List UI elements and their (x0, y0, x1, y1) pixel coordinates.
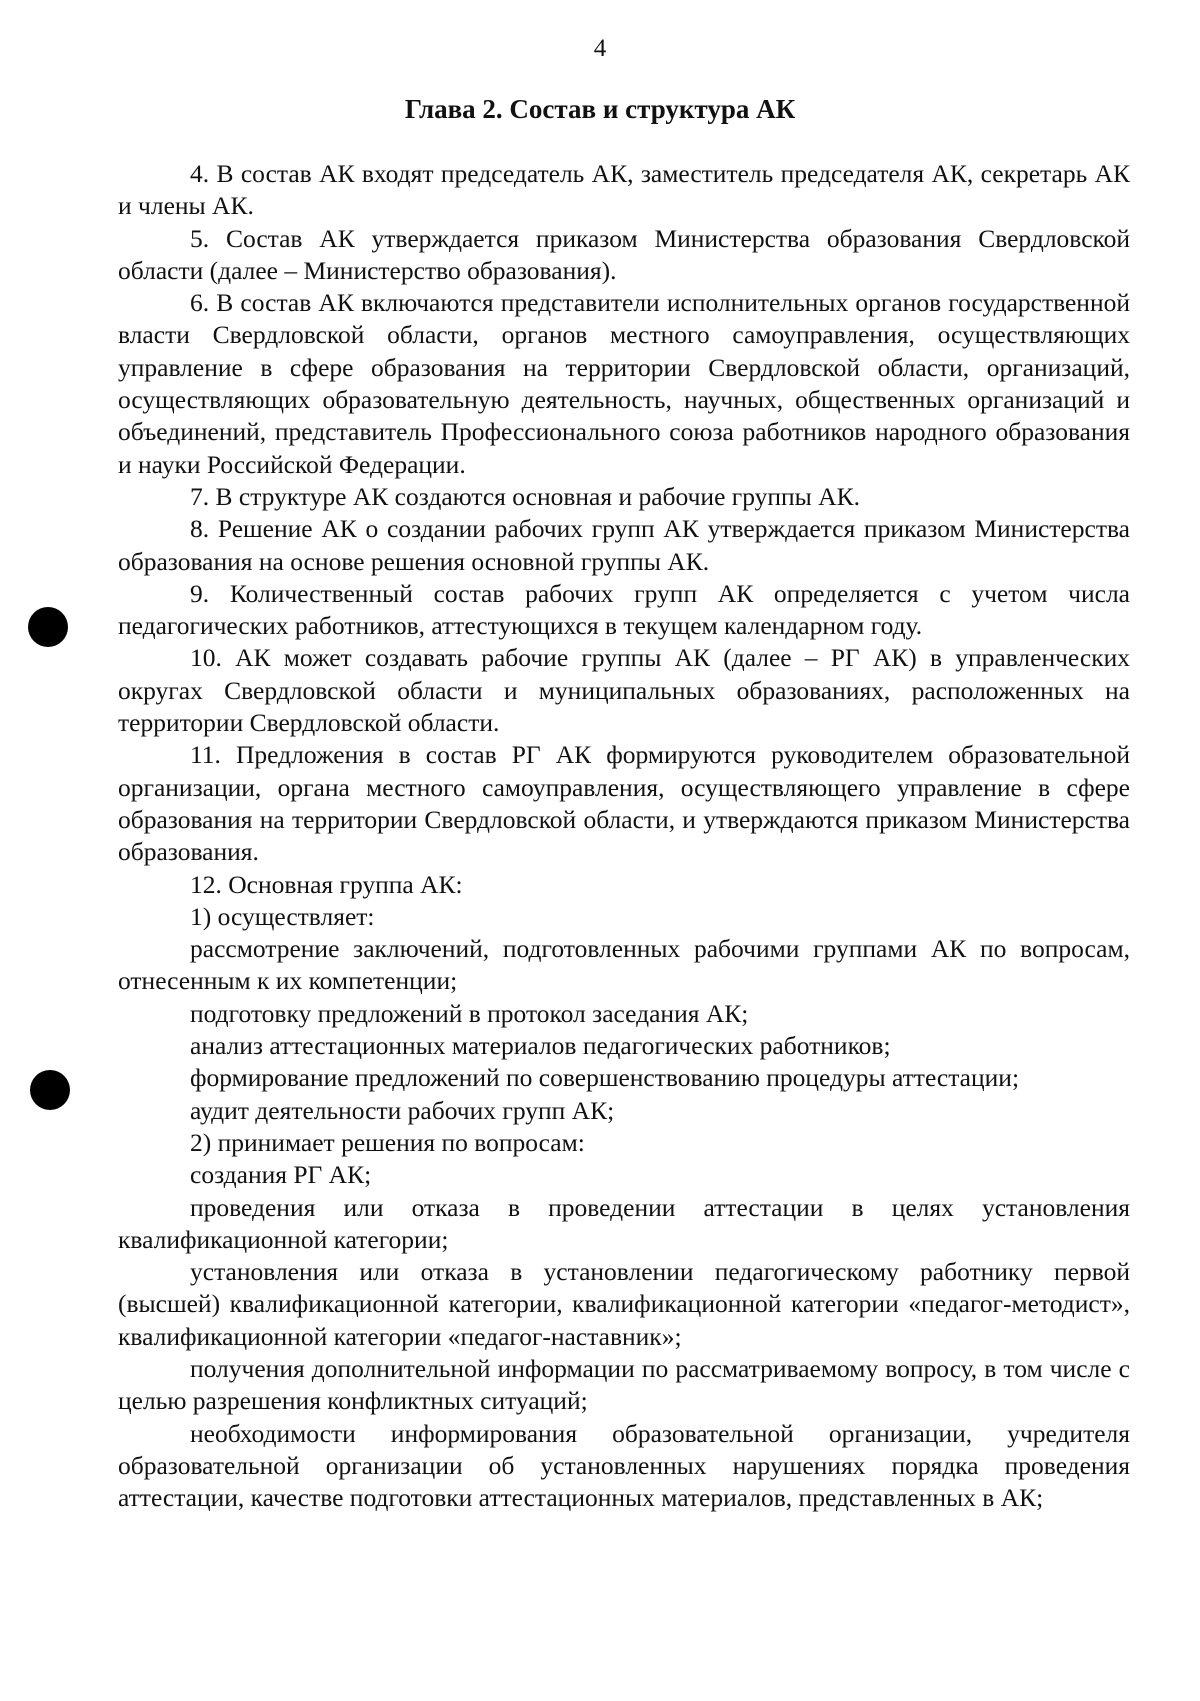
list-item-1: 1) осуществляет: (190, 901, 375, 931)
chapter-title: Глава 2. Состав и структура АК (404, 94, 796, 124)
document-body (118, 158, 1130, 1514)
punch-hole-mark (28, 607, 68, 647)
list-item-1c: анализ аттестационных материалов педагогических работников; (190, 1031, 891, 1061)
paragraph-9: 9. Количественный состав рабочих групп АК определяется с учетом числа педагогических работников, аттестующихся в текущем календарном году. (118, 578, 1130, 641)
paragraph-10: 10. АК может создавать рабочие группы АК (далее – РГ АК) в управленческих округах Свердловской области и муниципальных образованиях, расположенных на территории Свердловской области. (118, 643, 1130, 738)
paragraph-11: 11. Предложения в состав РГ АК формируются руководителем образовательной организации, органа местного самоуправления, осуществляющего управление в сфере образования на территории Свердловской области, и утверждаются приказом Министерства образования. (118, 740, 1130, 867)
list-item-1d: формирование предложений по совершенствованию процедуры аттестации; (190, 1063, 1020, 1093)
list-item-1a: рассмотрение заключений, подготовленных рабочими группами АК по вопросам, отнесенным к их компетенции; (118, 934, 1130, 996)
paragraph-6: 6. В состав АК включаются представители исполнительных органов государственной власти Свердловской области, органов местного самоуправления, осуществляющих управление в сфере образования на территории Свердловской области, организаций, осуществляющих образовательную деятельность, научных, общественных организаций и объединений, представитель Профессионального союза работников народного образования и науки Российской Федерации. (118, 288, 1130, 479)
list-item-2: 2) принимает решения по вопросам: (190, 1127, 585, 1157)
list-item-2d: получения дополнительной информации по рассматриваемому вопросу, в том числе с целью разрешения конфликтных ситуаций; (118, 1353, 1130, 1416)
paragraph-5: 5. Состав АК утверждается приказом Министерства образования Свердловской области (далее – Министерство образования). (118, 223, 1130, 285)
list-item-1e: аудит деятельности рабочих групп АК; (190, 1095, 615, 1125)
list-item-2a: создания РГ АК; (190, 1160, 372, 1190)
paragraph-12: 12. Основная группа АК: (190, 869, 463, 899)
paragraph-7: 7. В структуре АК создаются основная и рабочие группы АК. (190, 481, 860, 511)
paragraph-4: 4. В состав АК входят председатель АК, заместитель председателя АК, секретарь АК и члены АК. (118, 159, 1130, 221)
punch-hole-mark (30, 1070, 70, 1110)
list-item-2b: проведения или отказа в проведении аттестации в целях установления квалификационной категории; (118, 1192, 1130, 1254)
paragraph-8: 8. Решение АК о создании рабочих групп АК утверждается приказом Министерства образования на основе решения основной группы АК. (118, 514, 1130, 576)
list-item-2c: установления или отказа в установлении педагогическому работнику первой (высшей) квалификационной категории, квалификационной категории «педагог-методист», квалификационной категории «педагог-наставник»; (118, 1257, 1130, 1351)
list-item-2e: необходимости информирования образовательной организации, учредителя образовательной организации об установленных нарушениях порядка проведения аттестации, качестве подготовки аттестационных материалов, представленных в АК; (118, 1418, 1130, 1513)
page-number: 4 (593, 35, 607, 62)
list-item-1b: подготовку предложений в протокол заседания АК; (190, 998, 749, 1028)
